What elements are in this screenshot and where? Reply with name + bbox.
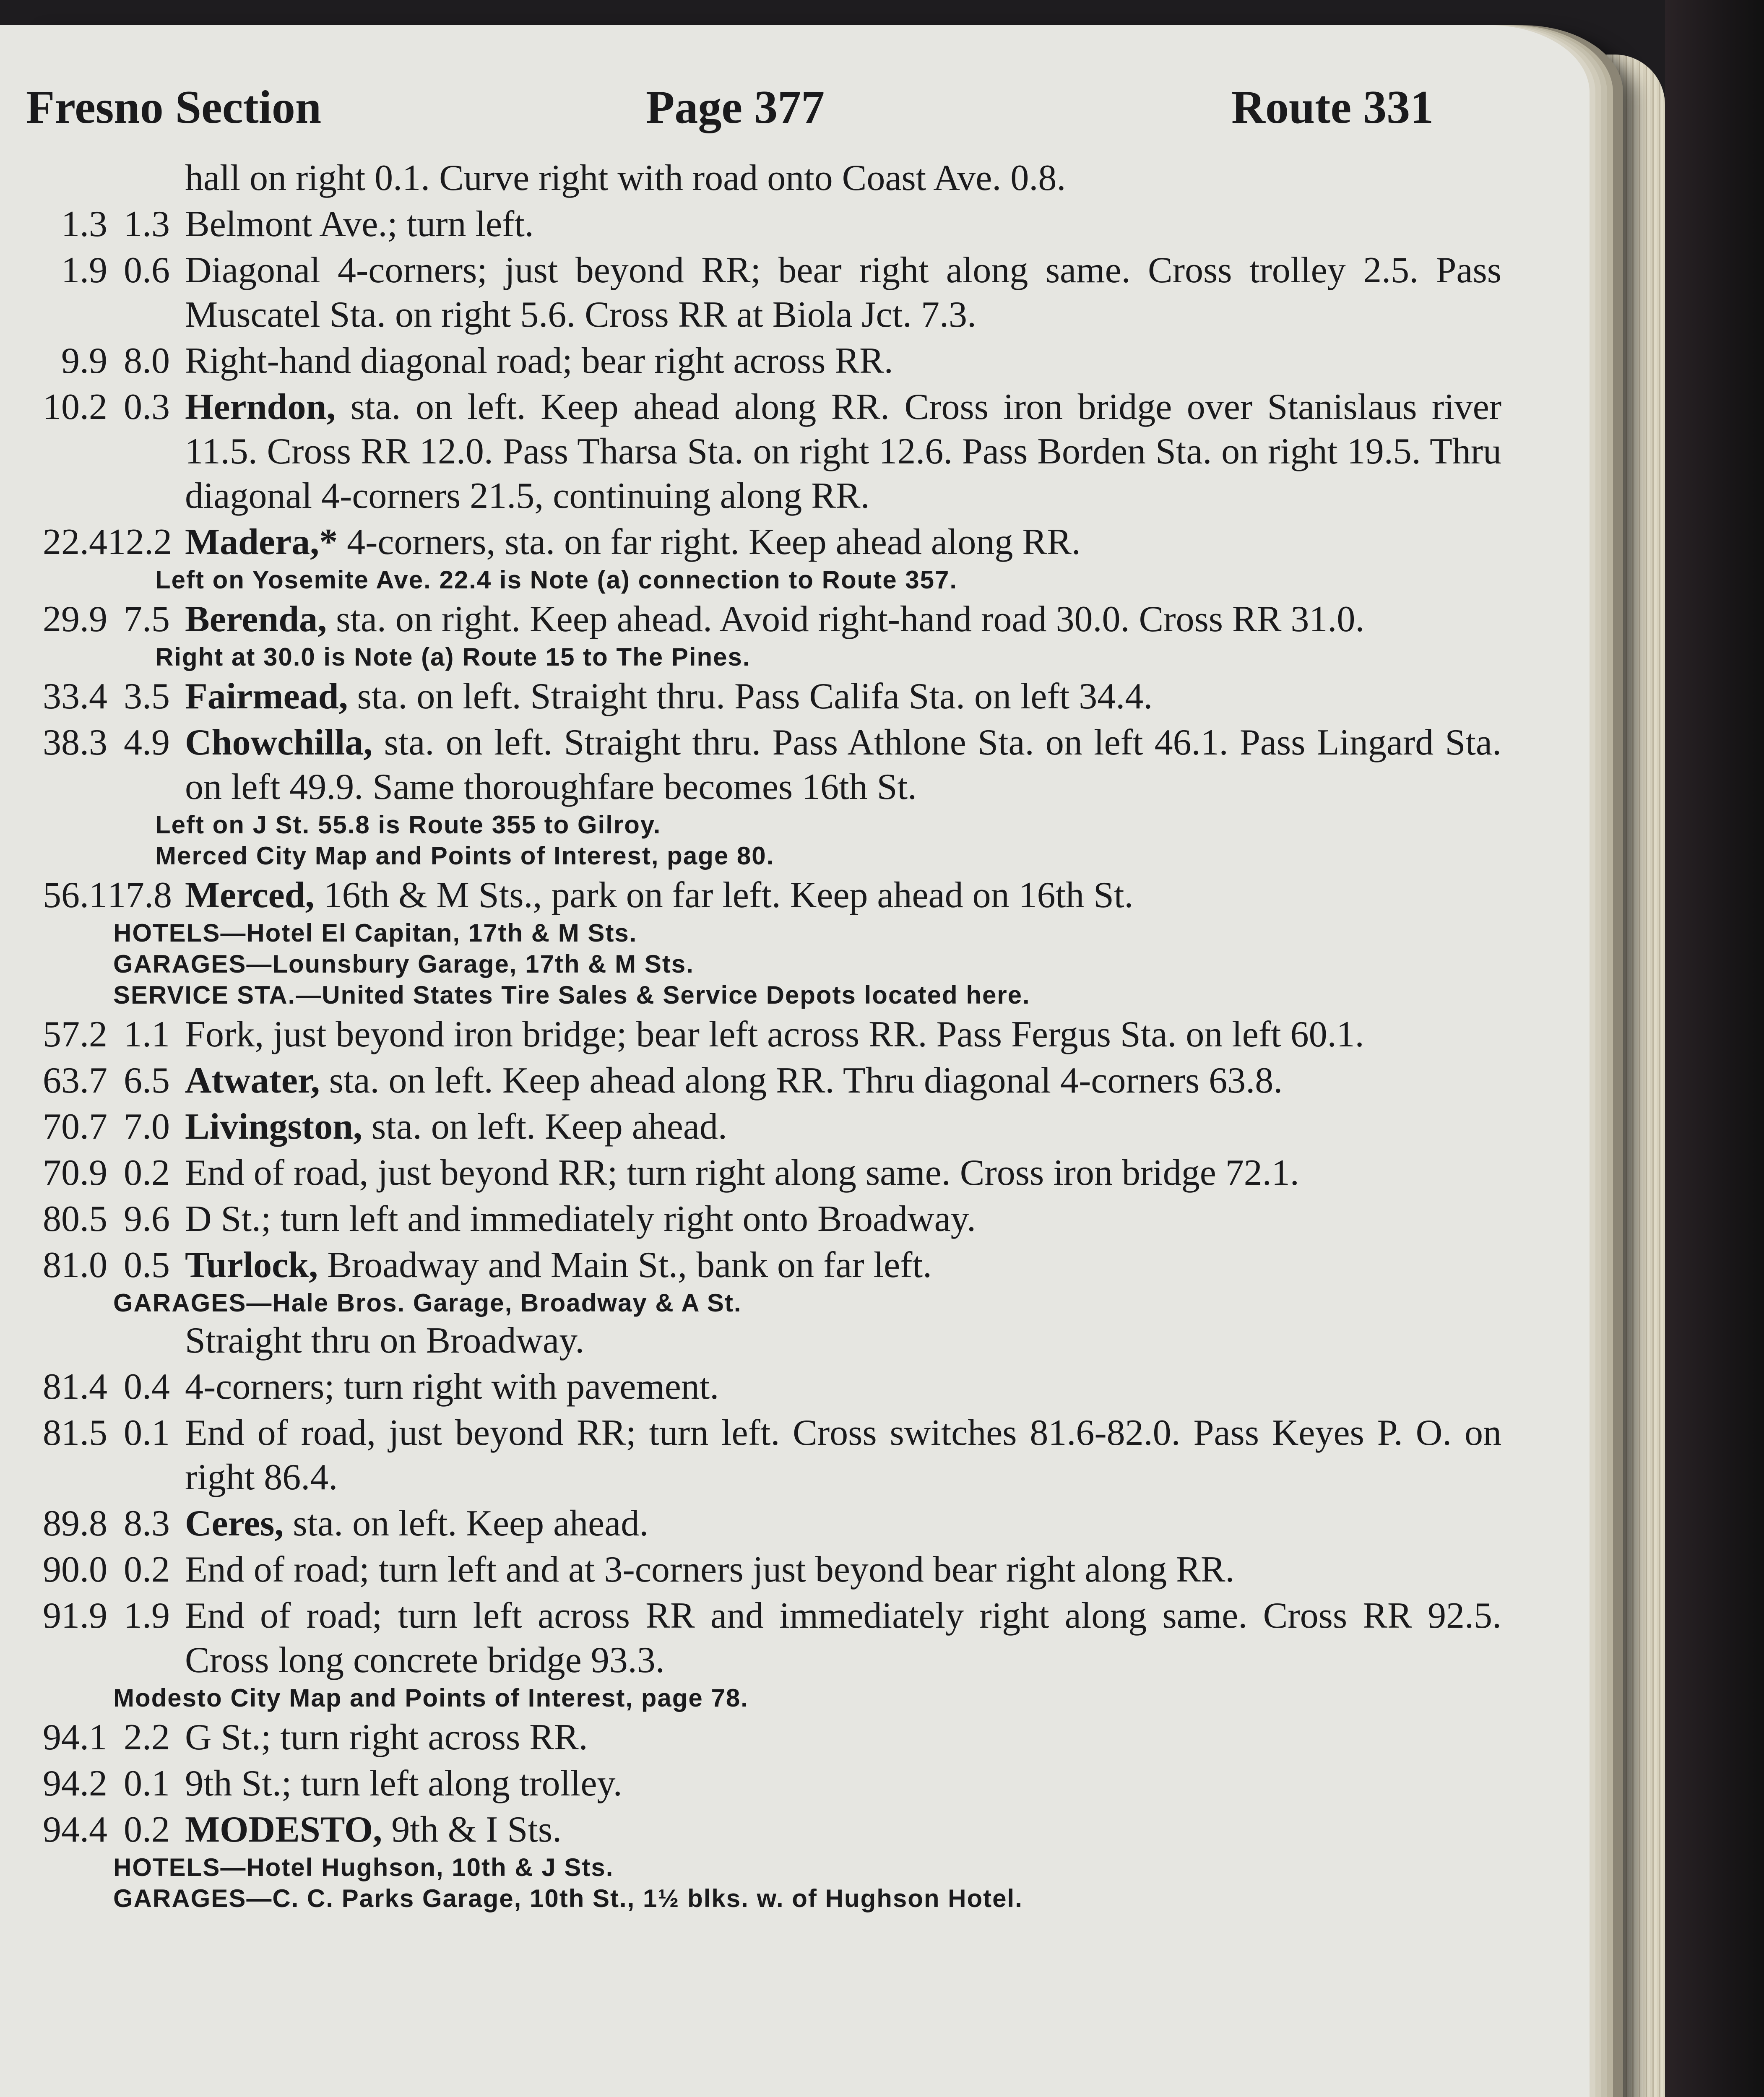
total-mileage: 94.1: [43, 1717, 107, 1758]
direction-detail: G St.; turn right across RR.: [185, 1717, 588, 1758]
route-entry: [25, 674, 1501, 719]
direction-detail: sta. on left. Straight thru. Pass Athlone Sta. on left 46.1. Pass Lingard Sta. on left 49.9. Same thoroughfare becomes 16th St.: [185, 722, 1501, 807]
direction-text: [185, 248, 1501, 337]
route-note: GARAGES—Hale Bros. Garage, Broadway & A St.: [113, 1289, 742, 1317]
place-name: MODESTO,: [185, 1809, 382, 1850]
direction-detail: Diagonal 4-corners; just beyond RR; bear right along same. Cross trolley 2.5. Pass Muscatel Sta. on right 5.6. Cross RR at Biola Jct. 7.3.: [185, 250, 1501, 335]
interval-mileage: 7.0: [124, 1106, 170, 1147]
interval-mileage: 6.5: [124, 1060, 170, 1101]
route-entry: [25, 1151, 1501, 1195]
route-entry: [25, 1548, 1501, 1592]
place-name: Berenda,: [185, 599, 327, 640]
total-mileage: 70.9: [43, 1153, 107, 1193]
direction-text: [185, 674, 1501, 719]
section-title: Fresno Section: [26, 81, 322, 133]
route-entry: [25, 1594, 1501, 1714]
interval-mileage: 0.4: [124, 1366, 170, 1407]
total-mileage: 70.7: [43, 1106, 107, 1147]
direction-text: [155, 721, 1501, 872]
route-entry: [25, 1411, 1501, 1500]
direction-text: [185, 156, 1501, 200]
interval-mileage: 0.2: [124, 1549, 170, 1590]
interval-mileage: 0.1: [124, 1413, 170, 1453]
route-note: GARAGES—Lounsbury Garage, 17th & M Sts.: [113, 950, 694, 978]
place-name: Chowchilla,: [185, 722, 373, 763]
route-entry: [25, 385, 1501, 518]
direction-detail: sta. on left. Keep ahead.: [284, 1503, 649, 1544]
direction-detail: End of road, just beyond RR; turn right along same. Cross iron bridge 72.1.: [185, 1153, 1299, 1193]
direction-text: [155, 597, 1501, 673]
route-entry: [25, 1501, 1501, 1546]
route-entry: [25, 597, 1501, 673]
direction-text: [185, 1105, 1501, 1149]
interval-mileage: 8.0: [124, 341, 170, 381]
direction-detail: sta. on left. Keep ahead along RR. Thru diagonal 4-corners 63.8.: [320, 1060, 1283, 1101]
total-mileage: 89.8: [43, 1503, 107, 1544]
route-entry: [25, 1012, 1501, 1057]
route-entry: [25, 1197, 1501, 1241]
route-entry: [25, 1715, 1501, 1760]
route-entry: [25, 721, 1501, 872]
route-entry: [25, 1059, 1501, 1103]
total-mileage: 38.3: [43, 722, 107, 763]
route-note: SERVICE STA.—United States Tire Sales & Service Depots located here.: [113, 981, 1030, 1009]
interval-mileage: 2.2: [124, 1717, 170, 1758]
interval-mileage: 4.9: [124, 722, 170, 763]
place-name: Madera,*: [185, 522, 338, 562]
direction-detail: 4-corners; turn right with pavement.: [185, 1366, 719, 1407]
direction-text: [185, 1761, 1501, 1806]
total-mileage: 80.5: [43, 1199, 107, 1239]
direction-detail: Belmont Ave.; turn left.: [185, 204, 534, 245]
direction-detail: sta. on left. Keep ahead along RR. Cross iron bridge over Stanislaus river 11.5. Cross RR 12.0. Pass Tharsa Sta. on right 12.6. Pass Borden Sta. on right 19.5. Thru diagonal 4-corners 21.5, continuing along RR.: [185, 387, 1501, 516]
direction-text: [185, 1365, 1501, 1409]
direction-text: [185, 202, 1501, 247]
interval-mileage: 3.5: [124, 676, 170, 717]
interval-mileage: [107, 156, 185, 200]
route-note: Left on J St. 55.8 is Route 355 to Gilroy.: [155, 811, 661, 839]
total-mileage: 57.2: [43, 1014, 107, 1055]
total-mileage: 33.4: [43, 676, 107, 717]
place-name: Merced,: [185, 875, 315, 916]
direction-text: [185, 1411, 1501, 1500]
direction-detail: sta. on right. Keep ahead. Avoid right-hand road 30.0. Cross RR 31.0.: [327, 599, 1365, 640]
direction-detail: End of road; turn left across RR and immediately right along same. Cross RR 92.5. Cross long concrete bridge 93.3.: [185, 1595, 1501, 1681]
direction-detail: Broadway and Main St., bank on far left.: [318, 1245, 932, 1285]
total-mileage: 1.9: [61, 250, 107, 291]
route-entry: [25, 1761, 1501, 1806]
interval-mileage: 0.6: [124, 250, 170, 291]
route-entry: [25, 1243, 1501, 1363]
direction-text: [185, 1715, 1501, 1760]
route-note: Right at 30.0 is Note (a) Route 15 to The Pines.: [155, 643, 751, 671]
interval-mileage: 0.2: [124, 1153, 170, 1193]
total-mileage: 56.1: [43, 875, 107, 916]
total-mileage: 63.7: [43, 1060, 107, 1101]
total-mileage: 22.4: [43, 522, 107, 562]
total-mileage: 10.2: [43, 387, 107, 427]
route-note: GARAGES—C. C. Parks Garage, 10th St., 1½ blks. w. of Hughson Hotel.: [113, 1884, 1023, 1912]
route-entry: [25, 339, 1501, 383]
place-name: Ceres,: [185, 1503, 284, 1544]
total-mileage: 94.4: [43, 1809, 107, 1850]
total-mileage: 91.9: [43, 1595, 107, 1636]
page-stack-edge: [1590, 55, 1665, 2097]
route-entry: [25, 520, 1501, 596]
route-entry: [25, 1105, 1501, 1149]
book-cover-edge: [1665, 0, 1764, 2097]
interval-mileage: 7.5: [124, 599, 170, 640]
direction-text: [185, 1197, 1501, 1241]
place-name: Turlock,: [185, 1245, 318, 1285]
place-name: Livingston,: [185, 1106, 363, 1147]
direction-detail: Right-hand diagonal road; bear right across RR.: [185, 341, 893, 381]
direction-detail: Fork, just beyond iron bridge; bear left across RR. Pass Fergus Sta. on left 60.1.: [185, 1014, 1364, 1055]
direction-detail: End of road; turn left and at 3-corners just beyond bear right along RR.: [185, 1549, 1235, 1590]
interval-mileage: 1.9: [124, 1595, 170, 1636]
direction-continuation: Straight thru on Broadway.: [185, 1320, 585, 1361]
route-note: HOTELS—Hotel El Capitan, 17th & M Sts.: [113, 919, 637, 947]
interval-mileage: 0.5: [124, 1245, 170, 1285]
route-entry: [25, 202, 1501, 247]
total-mileage: 81.0: [43, 1245, 107, 1285]
interval-mileage: 0.2: [124, 1809, 170, 1850]
route-note: Modesto City Map and Points of Interest, page 78.: [113, 1684, 749, 1712]
direction-text: [185, 385, 1501, 518]
direction-text: [185, 1012, 1501, 1057]
total-mileage: 81.5: [43, 1413, 107, 1453]
direction-detail: 16th & M Sts., park on far left. Keep ahead on 16th St.: [314, 875, 1134, 916]
total-mileage: 1.3: [61, 204, 107, 245]
route-entry: [25, 156, 1501, 200]
direction-detail: 9th & I Sts.: [382, 1809, 562, 1850]
route-note: Merced City Map and Points of Interest, page 80.: [155, 842, 775, 870]
direction-detail: 9th St.; turn left along trolley.: [185, 1763, 622, 1804]
direction-detail: hall on right 0.1. Curve right with road onto Coast Ave. 0.8.: [185, 158, 1066, 198]
interval-mileage: 9.6: [124, 1199, 170, 1239]
interval-mileage: 1.1: [124, 1014, 170, 1055]
interval-mileage: 17.8: [107, 875, 172, 916]
interval-mileage: 8.3: [124, 1503, 170, 1544]
route-entry: [25, 248, 1501, 337]
route-number: Route 331: [1231, 81, 1434, 133]
total-mileage: 29.9: [43, 599, 107, 640]
route-entry: [25, 1365, 1501, 1409]
total-mileage: 9.9: [61, 341, 107, 381]
route-entry: [25, 1808, 1501, 1914]
direction-detail: End of road, just beyond RR; turn left. Cross switches 81.6-82.0. Pass Keyes P. O. on right 86.4.: [185, 1413, 1501, 1498]
route-note: HOTELS—Hotel Hughson, 10th & J Sts.: [113, 1853, 614, 1881]
page-number: Page 377: [646, 81, 825, 133]
place-name: Herndon,: [185, 387, 336, 427]
route-entry: [25, 873, 1501, 1011]
direction-text: [185, 339, 1501, 383]
total-mileage: [25, 156, 107, 200]
direction-text: [185, 1501, 1501, 1546]
direction-text: [155, 520, 1501, 596]
direction-text: [185, 1059, 1501, 1103]
route-note: Left on Yosemite Ave. 22.4 is Note (a) connection to Route 357.: [155, 566, 958, 594]
interval-mileage: 12.2: [107, 522, 172, 562]
direction-text: [185, 1548, 1501, 1592]
total-mileage: 94.2: [43, 1763, 107, 1804]
direction-detail: 4-corners, sta. on far right. Keep ahead along RR.: [338, 522, 1081, 562]
route-log: [25, 156, 1501, 1916]
direction-detail: D St.; turn left and immediately right onto Broadway.: [185, 1199, 976, 1239]
place-name: Fairmead,: [185, 676, 348, 717]
direction-text: [185, 1151, 1501, 1195]
total-mileage: 81.4: [43, 1366, 107, 1407]
total-mileage: 90.0: [43, 1549, 107, 1590]
interval-mileage: 0.3: [124, 387, 170, 427]
place-name: Atwater,: [185, 1060, 320, 1101]
direction-detail: sta. on left. Straight thru. Pass Califa Sta. on left 34.4.: [348, 676, 1153, 717]
interval-mileage: 0.1: [124, 1763, 170, 1804]
interval-mileage: 1.3: [124, 204, 170, 245]
direction-detail: sta. on left. Keep ahead.: [362, 1106, 727, 1147]
